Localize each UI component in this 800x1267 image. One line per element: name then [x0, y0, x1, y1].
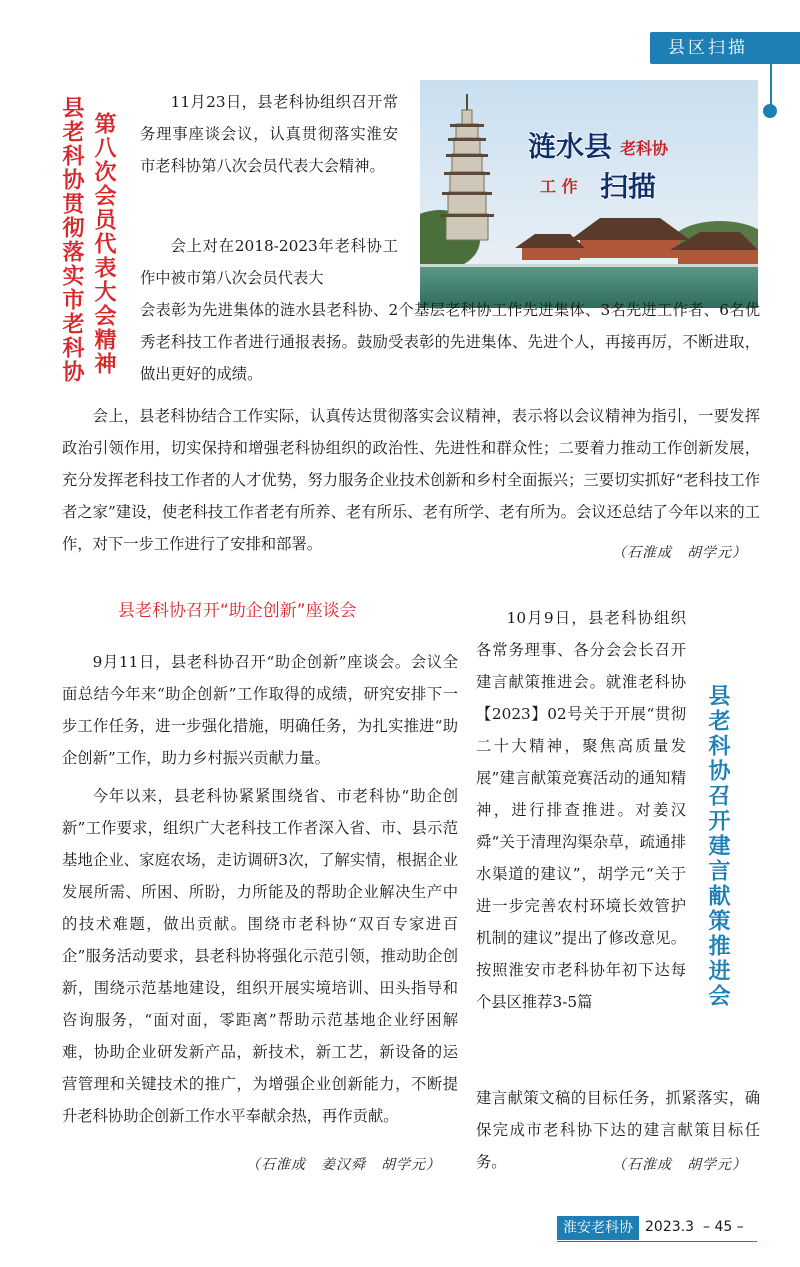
footer-rule	[557, 1241, 757, 1242]
footer-page-number: – 45 –	[703, 1219, 744, 1235]
article2-paragraph2: 今年以来，县老科协紧紧围绕省、市老科协“助企创新”工作要求，组织广大老科技工作者深入省、市、县示范基地企业、家庭农场，走访调研3次，了解实情，根据企业发展所需、所困、所盼，力所能及的帮助企业解决生产中的技术难题，做出贡献。围绕市老科协“双百专家进百企”服务活动要求，县老科协将强化示范引领，推动助企创新，围绕示范基地建设，组织开展实境培训、田头指导和咨询服务，“面对面，零距离”帮助示范基地企业纾困解难，协助企业研发新产品，新技术，新工艺，新设备的运营管理和关键技术的推广，为增强企业创新能力，不断提升老科协助企创新工作水平奉献余热，再作贡献。	[62, 787, 458, 1125]
tab-connector-line	[770, 64, 772, 108]
overlay-line1-small: 老科协	[620, 139, 669, 158]
pagoda-photo-graphic	[420, 80, 758, 308]
section-label: 县区扫描	[668, 38, 748, 58]
footer-issue: 2023.3	[645, 1219, 694, 1235]
article3-paragraph1: 10月9日，县老科协组织各常务理事、各分会会长召开建言献策推进会。就淮老科协【2023】02号关于开展“贯彻二十大精神，聚焦高质量发展”建言献策竞赛活动的通知精神，进行排查推进。对姜汉舜“关于清理沟渠杂草，疏通排水渠道的建议”，胡学元“关于进一步完善农村环境长效管护机制的建议”提出了修改意见。按照淮安市老科协年初下达每个县区推荐3-5篇	[476, 609, 686, 1011]
article3-paragraph1-continued: 建言献策文稿的目标任务，抓紧落实，确保完成市老科协下达的建言献策目标任务。	[476, 1089, 760, 1171]
article1-signature: （石淮成 胡学元）	[612, 545, 747, 561]
article2-title: 县老科协召开“助企创新”座谈会	[118, 601, 357, 621]
article3-signature: （石淮成 胡学元）	[612, 1157, 747, 1173]
pagoda-photo	[420, 80, 758, 308]
section-tab	[650, 32, 800, 64]
overlay-line2-small: 工 作	[540, 177, 578, 196]
article1-title-line2: 县老科协贯彻落实市老科协	[59, 96, 84, 384]
overlay-line2-main: 扫描	[600, 170, 657, 203]
article1-title-line1: 第八次会员代表大会精神	[91, 112, 116, 376]
article2-paragraph1: 9月11日，县老科协召开“助企创新”座谈会。会议全面总结今年来“助企创新”工作取得的成绩，研究安排下一步工作任务，进一步强化措施，明确任务，为扎实推进“助企创新”工作，助力乡村振兴贡献力量。	[62, 653, 458, 767]
footer-magazine-badge: 淮安老科协	[557, 1216, 639, 1240]
article1-paragraph2-continued: 会表彰为先进集体的涟水县老科协、2个基层老科协工作先进集体、3名先进工作者、6名优秀老科技工作者进行通报表扬。鼓励受表彰的先进集体、先进个人，再接再厉，不断进取，做出更好的成绩。	[140, 301, 760, 383]
article3-title: 县老科协召开建言献策推进会	[705, 684, 730, 1009]
tab-dot	[763, 104, 777, 118]
article1-paragraph2: 会上对在2018-2023年老科协工作中被市第八次会员代表大	[140, 237, 398, 287]
article2-signature: （石淮成 姜汉舜 胡学元）	[246, 1157, 441, 1173]
overlay-line1-main: 涟水县	[528, 130, 613, 163]
article1-paragraph3: 会上，县老科协结合工作实际，认真传达贯彻落实会议精神，表示将以会议精神为指引，一要发挥政治引领作用，切实保持和增强老科协组织的政治性、先进性和群众性；二要着力推动工作创新发展，充分发挥老科技工作者的人才优势，努力服务企业技术创新和乡村全面振兴；三要切实抓好“老科技工作者之家”建设，使老科技工作者老有所养、老有所乐、老有所学、老有所为。会议还总结了今年以来的工作，对下一步工作进行了安排和部署。	[62, 407, 760, 553]
article1-paragraph1: 11月23日，县老科协组织召开常务理事座谈会议，认真贯彻落实淮安市老科协第八次会员代表大会精神。	[140, 93, 398, 175]
